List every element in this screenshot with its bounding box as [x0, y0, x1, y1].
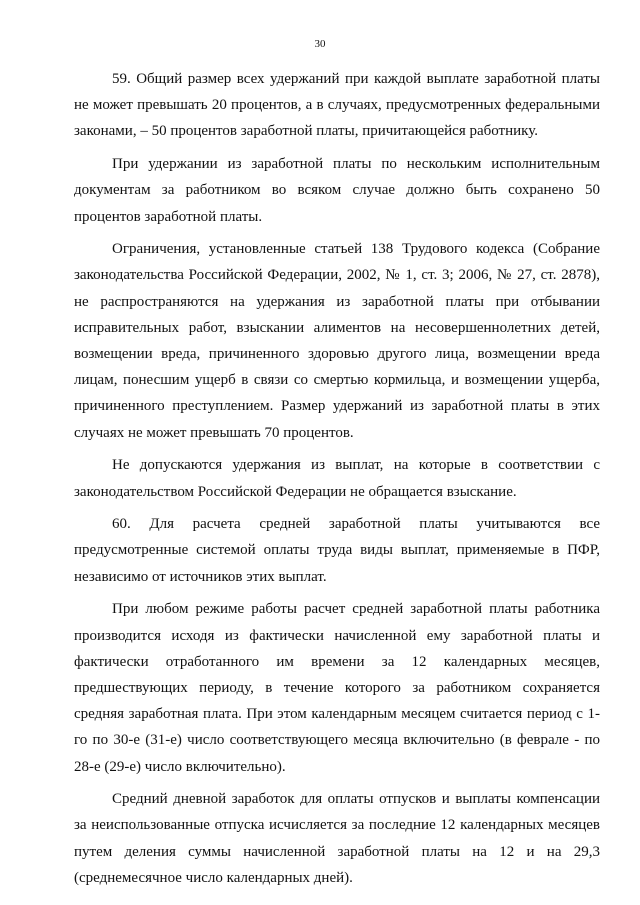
document-body [74, 66, 600, 891]
paragraph-calculation-period: При любом режиме работы расчет средней заработной платы работника производится исходя из фактически начисленной ему заработной платы и фактически отработанного им времени за 12 календарных месяцев, предшествующих периоду, в течение которого за работником сохраняется средняя заработная плата. При этом календарным месяцем считается период с 1-го по 30-е (31-е) число соответствующего месяца включительно (в феврале - по 28-е (29-е) число включительно). [74, 601, 600, 775]
paragraph-60-average-salary: 60. Для расчета средней заработной платы учитываются все предусмотренные системой оплаты труда виды выплат, применяемые в ПФР, независимо от источников этих выплат. [74, 516, 600, 585]
paragraph-restrictions-exceptions: Ограничения, установленные статьей 138 Трудового кодекса (Собрание законодательства Российской Федерации, 2002, № 1, ст. 3; 2006, № 27, ст. 2878), не распространяются на удержания из заработной платы при отбывании исправительных работ, взыскании алиментов на несовершеннолетних детей, возмещении вреда, причиненного здоровью другого лица, возмещении вреда лицам, понесшим ущерб в связи со смертью кормильца, и возмещении ущерба, причиненного преступлением. Размер удержаний из заработной платы в этих случаях не может превышать 70 процентов. [74, 241, 600, 441]
page-number: 30 [314, 38, 326, 50]
paragraph-multiple-writs: При удержании из заработной платы по нескольким исполнительным документам за работником во всяком случае должно быть сохранено 50 процентов заработной платы. [74, 156, 600, 225]
paragraph-59-deduction-limit: 59. Общий размер всех удержаний при каждой выплате заработной платы не может превышать 20 процентов, а в случаях, предусмотренных федеральными законами, – 50 процентов заработной платы, причитающейся работнику. [74, 71, 600, 140]
paragraph-daily-earnings: Средний дневной заработок для оплаты отпусков и выплаты компенсации за неиспользованные отпуска исчисляется за последние 12 календарных месяцев путем деления суммы начисленной заработной платы на 12 и на 29,3 (среднемесячное число календарных дней). [74, 791, 600, 886]
paragraph-no-deductions: Не допускаются удержания из выплат, на которые в соответствии с законодательством Российской Федерации не обращается взыскание. [74, 457, 600, 500]
